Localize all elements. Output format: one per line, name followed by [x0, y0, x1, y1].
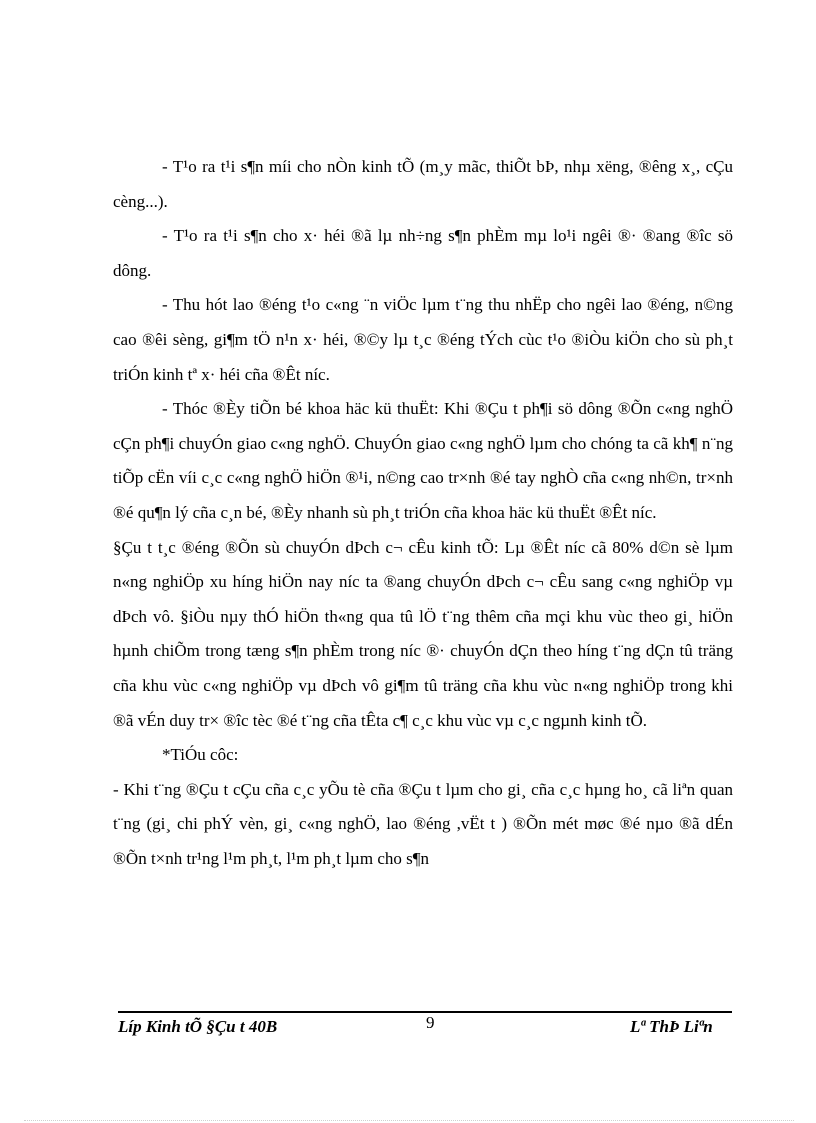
paragraph-asset-creation: - T¹o ra t¹i s¶n míi cho nÒn kinh tÕ (m¸y mãc, thiÕt bÞ, nhµ xëng, ®êng x¸, cÇu cèng...).	[113, 157, 733, 211]
paragraph-economic-structure: §Çu t t¸c ®éng ®Õn sù chuyÓn dÞch c¬ cÊu kinh tÕ: Lµ ®Êt níc cã 80% d©n sè lµm n«ng nghiÖp xu híng hiÖn nay níc ta ®ang chuyÓn dÞch c¬ cÊu sang c«ng nghiÖp vµ dÞch vô. §iÒu nµy thÓ hiÖn th«ng qua tû lÖ t¨ng thêm cña mçi khu vùc theo gi¸ hiÖn hµnh chiÕm trong tæng s¶n phÈm trong níc ®· chuyÓn dÇn theo híng t¨ng dÇn tû träng cña khu vùc c«ng nghiÖp vµ dÞch vô gi¶m tû träng cña khu vùc n«ng nghiÖp trong khi ®ã vÉn duy tr× ®îc tèc ®é t¨ng cña tÊta c¶ c¸c khu vùc vµ c¸c ngµnh kinh tÕ.	[113, 537, 733, 730]
page-bottom-divider	[24, 1120, 794, 1121]
paragraph-subheading: *TiÓu côc:	[162, 745, 239, 765]
document-body	[113, 150, 733, 876]
page-number: 9	[426, 1013, 435, 1032]
paragraph-inflation: - Khi t¨ng ®Çu t cÇu cña c¸c yÕu tè cña ®Çu t lµm cho gi¸ cña c¸c hµng ho¸ cã liªn quan t¨ng (gi¸ chi phÝ vèn, gi¸ c«ng nghÖ, lao ®éng ,vËt t ) ®Õn mét møc ®é nµo ®ã dÉn ®Õn t×nh tr¹ng l¹m ph¸t, l¹m ph¸t lµm cho s¶n	[113, 779, 733, 868]
paragraph-labor: - Thu hót lao ®éng t¹o c«ng ¨n viÖc lµm t¨ng thu nhËp cho ngêi lao ®éng, n©ng cao ®êi sèng, gi¶m tÖ n¹n x· héi, ®©y lµ t¸c ®éng tÝch cùc t¹o ®iÒu kiÖn cho sù ph¸t triÓn kinh tª x· héi cña ®Êt níc.	[113, 295, 733, 384]
footer-author: Lª ThÞ Liªn	[630, 1017, 713, 1036]
paragraph-social-assets: - T¹o ra t¹i s¶n cho x· héi ®ã lµ nh÷ng s¶n phÈm mµ lo¹i ngêi ®· ®ang ®îc sö dông.	[113, 226, 733, 280]
footer-divider	[118, 1011, 732, 1013]
paragraph-technology: - Thóc ®Èy tiÕn bé khoa häc kü thuËt: Khi ®Çu t ph¶i sö dông ®Õn c«ng nghÖ cÇn ph¶i chuyÓn giao c«ng nghÖ. ChuyÓn giao c«ng nghÖ lµm cho chóng ta cã kh¶ n¨ng tiÕp cËn víi c¸c c«ng nghÖ hiÖn ®¹i, n©ng cao tr×nh ®é tay nghÒ cña c«ng nh©n, tr×nh ®é qu¶n lý cña c¸n bé, ®Èy nhanh sù ph¸t triÓn cña khoa häc kü thuËt ®Êt níc.	[113, 399, 733, 522]
footer-class-name: Líp Kinh tÕ §Çu t 40B	[118, 1017, 278, 1036]
